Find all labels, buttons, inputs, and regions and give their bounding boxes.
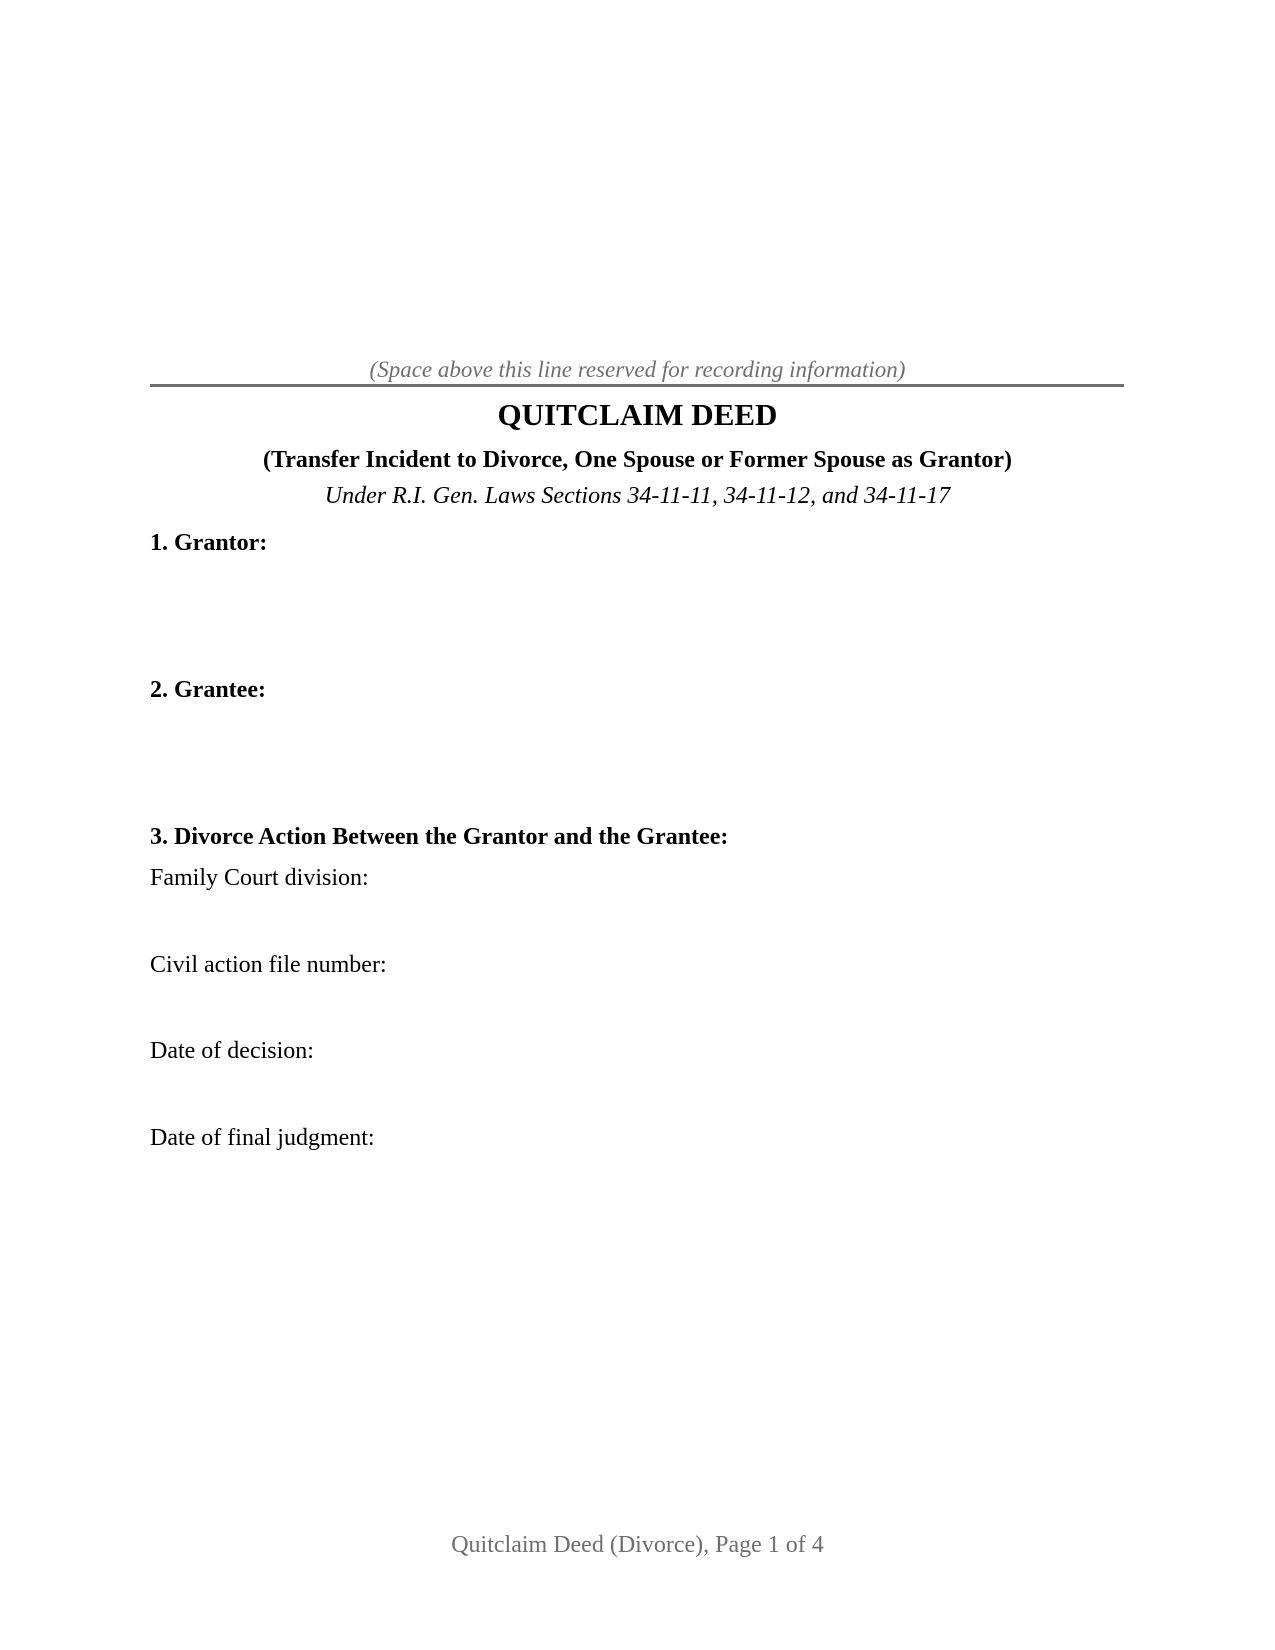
date-of-decision-label: Date of decision: xyxy=(150,1038,314,1064)
date-of-final-judgment-label: Date of final judgment: xyxy=(150,1125,375,1151)
section-grantee-heading: 2. Grantee: xyxy=(150,677,266,703)
civil-action-file-number-label: Civil action file number: xyxy=(150,952,387,978)
recording-note: (Space above this line reserved for recording information) xyxy=(369,357,906,382)
page-footer: Quitclaim Deed (Divorce), Page 1 of 4 xyxy=(451,1532,824,1558)
statute-reference: Under R.I. Gen. Laws Sections 34-11-11, 34-11-12, and 34-11-17 xyxy=(324,483,951,509)
recording-divider xyxy=(150,384,1124,387)
document-subtitle: (Transfer Incident to Divorce, One Spouse or Former Spouse as Grantor) xyxy=(262,447,1013,473)
section-grantor-heading: 1. Grantor: xyxy=(150,530,268,556)
section-divorce-action-heading: 3. Divorce Action Between the Grantor and the Grantee: xyxy=(150,824,729,850)
family-court-division-label: Family Court division: xyxy=(150,865,369,891)
document-title: QUITCLAIM DEED xyxy=(497,397,778,432)
